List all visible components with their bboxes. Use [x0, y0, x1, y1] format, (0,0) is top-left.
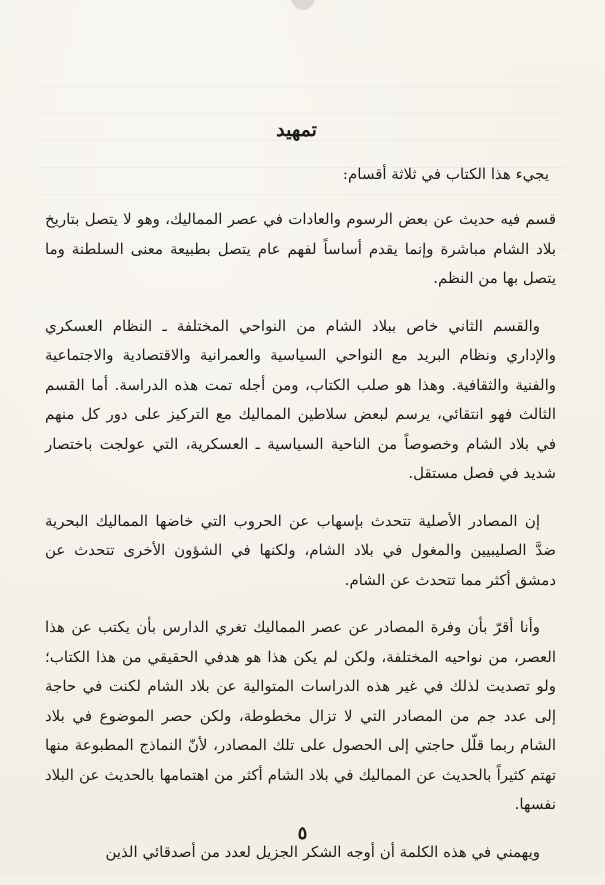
paragraph-5: ويهمني في هذه الكلمة أن أوجه الشكر الجزيل لعدد من أصدقائي الذين	[105, 842, 540, 861]
section-title: تمهيد	[276, 119, 317, 141]
page-content	[45, 116, 556, 885]
paragraph-4: وأنا أقرّ بأن وفرة المصادر عن عصر المماليك تغري الدارس بأن يكتب عن هذا العصر، من نواحيه المختلفة، ولكن لم يكن هذا هو هدفي الحقيقي من هذا الكتاب؛ ولو تصديت لذلك في غير هذه الدراسات المتوالية عن بلاد الشام لكنت في حاجة إلى عدد جم من المصادر التي لا تزال مخطوطة، ولكن حصر الموضوع في بلاد الشام ربما قلّل حاجتي إلى الحصول على تلك المصادر، لأنّ النماذج المطبوعة منها تهتم كثيراً بالحديث عن المماليك في بلاد الشام أكثر من اهتمامها بالحديث عن البلاد نفسها.	[45, 618, 556, 813]
paragraph-2: والقسم الثاني خاص ببلاد الشام من النواحي المختلفة ـ النظام العسكري والإداري ونظام البريد مع النواحي السياسية والعمرانية والاقتصادية والاجتماعية والفنية والثقافية. وهذا هو صلب الكتاب، ومن أجله تمت هذه الدراسة. أما القسم الثالث فهو انتقائي، يرسم لبعض سلاطين المماليك مع التركيز على دور كل منهم في بلاد الشام وخصوصاً من الناحية السياسية ـ العسكرية، التي عولجت باختصار شديد في فصل مستقل.	[45, 316, 556, 482]
binding-hole	[291, 0, 315, 10]
paragraph-3: إن المصادر الأصلية تتحدث بإسهاب عن الحروب التي خاضها المماليك البحرية ضدَّ الصليبيين والمغول في بلاد الشام، ولكنها في الشؤون الأخرى تتحدث عن دمشق أكثر مما تتحدث عن الشام.	[45, 511, 556, 589]
page-number: ٥	[297, 823, 308, 844]
paragraph-1: قسم فيه حديث عن بعض الرسوم والعادات في عصر المماليك، وهو لا يتصل بتاريخ بلاد الشام مباشرة وإنما يقدم أساساً لفهم عام يتصل بطبيعة معنى السلطنة وما يتصل بها من النظم.	[45, 210, 556, 287]
intro-line: يجيء هذا الكتاب في ثلاثة أقسام:	[342, 164, 549, 183]
